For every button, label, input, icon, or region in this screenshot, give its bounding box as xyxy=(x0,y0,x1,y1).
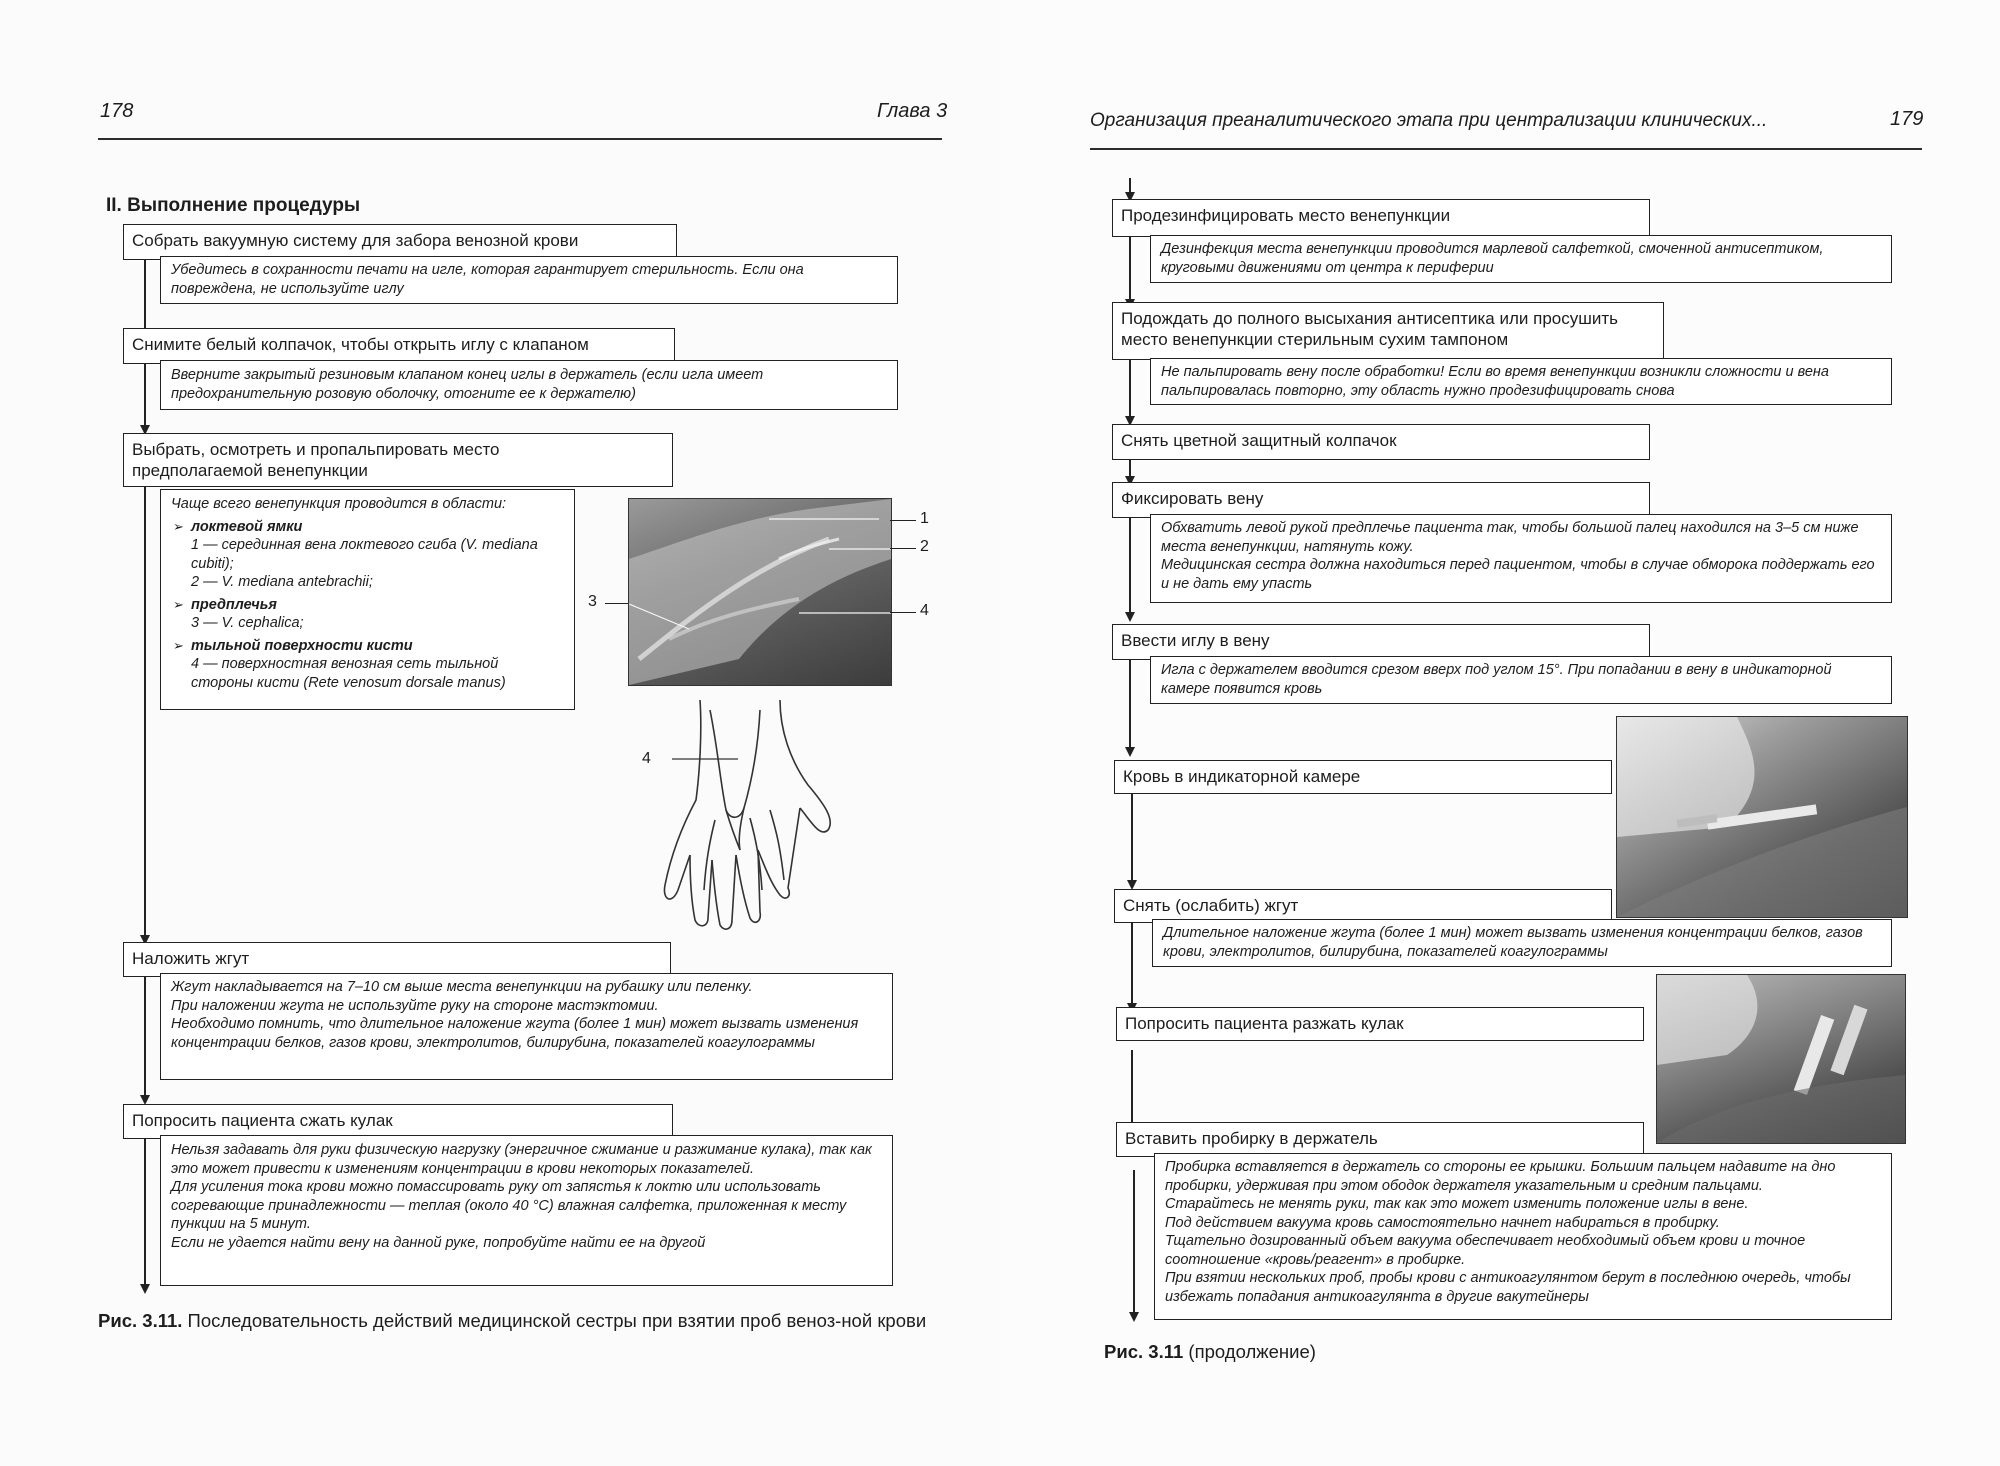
page-number-left: 178 xyxy=(100,100,134,122)
step-insert-needle xyxy=(1112,624,1650,660)
step-remove-color-cap xyxy=(1112,424,1650,460)
page-number-right: 179 xyxy=(1890,108,1924,130)
note-text: Необходимо помнить, что длительное наложение жгута (более 1 мин) может вызвать изменения концентрации белков, газов крови, электролитов, билирубина, показателей коагулограммы xyxy=(171,1016,859,1051)
needle-insertion-photo xyxy=(1616,716,1908,918)
chapter-header: Глава 3 xyxy=(877,100,948,122)
section-title: II. Выполнение процедуры xyxy=(106,195,361,216)
figure-label-4-hand: 4 xyxy=(642,750,651,767)
note-clench-fist xyxy=(160,1135,893,1286)
note-fix-vein xyxy=(1150,514,1892,603)
step-release-tourniquet xyxy=(1114,889,1612,923)
step-disinfect-site xyxy=(1112,199,1650,237)
note-text: Дезинфекция места венепункции проводится марлевой салфеткой, смоченной антисептиком, круговыми движениями от центра к периферии xyxy=(1161,241,1824,276)
figure-caption-right xyxy=(1104,1338,1316,1365)
figure-label-4: 4 xyxy=(920,602,929,619)
figure-label-2: 2 xyxy=(920,538,929,555)
area-name: тыльной поверхности кисти xyxy=(191,637,413,654)
area-detail: 3 — V. cephalica; xyxy=(191,615,304,631)
note-insert-needle xyxy=(1150,656,1892,704)
step-select-venipuncture-site xyxy=(123,433,673,487)
note-text: Тщательно дозированный объем вакуума обеспечивает необходимый объем крови и точное соотношение «кровь/реагент» в пробирке. xyxy=(1165,1233,1806,1268)
step-fix-vein xyxy=(1112,482,1650,518)
note-text: Жгут накладывается на 7–10 см выше места венепункции на рубашку или пеленку. xyxy=(171,979,753,995)
step-insert-tube xyxy=(1116,1122,1644,1157)
note-text: При наложении жгута не используйте руку на стороне мастэктомии. xyxy=(171,997,659,1014)
note-text: Медицинская сестра должна находиться перед пациентом, чтобы в случае обморока поддержать его и не дать ему упасть xyxy=(1161,557,1875,592)
step-title: Продезинфицировать место венепункции xyxy=(1121,206,1451,225)
note-text: Игла с держателем вводится срезом вверх под углом 15°. При попадании в вену в индикаторной камере появится кровь xyxy=(1161,662,1832,697)
step-title: Снять цветной защитный колпачок xyxy=(1121,431,1397,450)
note-tourniquet xyxy=(160,973,893,1080)
elbow-veins-photo xyxy=(628,498,892,686)
caption-text: (продолжение) xyxy=(1188,1341,1316,1362)
note-text: Длительное наложение жгута (более 1 мин) может вызвать изменения концентрации белков, газов крови, электролитов, билирубина, показателей коагулограммы xyxy=(1163,925,1863,960)
note-no-palpation xyxy=(1150,358,1892,405)
caption-text: Последовательность действий медицинской сестры при взятии проб веноз-ной крови xyxy=(187,1310,927,1331)
step-title: Снимите белый колпачок, чтобы открыть иглу с клапаном xyxy=(132,335,589,354)
running-head: Организация преаналитического этапа при централизации клинических... xyxy=(1090,110,1768,131)
note-needle-seal xyxy=(160,256,898,304)
right-page xyxy=(1000,0,2000,1466)
caption-label: Рис. 3.11 xyxy=(1104,1341,1184,1362)
note-intro: Чаще всего венепункция проводится в области: xyxy=(171,496,507,512)
area-item: ➢ предплечья 3 — V. cephalica; xyxy=(171,596,564,633)
figure-caption-left xyxy=(98,1307,936,1334)
note-text: Для усиления тока крови можно помассировать руку от запястья к локтю или использовать согревающие принадлежности — теплая (около 40 °С) влажная салфетка, приложенная к месту пункции на 5 минут. xyxy=(171,1179,847,1232)
step-apply-tourniquet xyxy=(123,942,671,977)
step-title: Наложить жгут xyxy=(132,949,250,968)
note-text: Если не удается найти вену на данной руке, попробуйте найти ее на другой xyxy=(171,1234,706,1251)
step-title: Кровь в индикаторной камере xyxy=(1123,767,1361,786)
area-item: ➢ тыльной поверхности кисти 4 — поверхностная венозная сеть тыльной стороны кисти (Rete venosum dorsale manus) xyxy=(171,637,564,693)
note-text: При взятии нескольких проб, пробы крови с антикоагулянтом берут в последнюю очередь, чтобы избежать попадания антикоагулянта в другие вакутейнеры xyxy=(1165,1270,1851,1305)
figure-label-3: 3 xyxy=(588,593,597,610)
step-title: Выбрать, осмотреть и пропальпировать место предполагаемой венепункции xyxy=(132,440,500,480)
area-detail: 1 — серединная вена локтевого сгиба (V. mediana cubiti); xyxy=(191,537,538,572)
step-clench-fist xyxy=(123,1104,673,1139)
figure-label-1: 1 xyxy=(920,510,929,527)
caption-label: Рис. 3.11. xyxy=(98,1310,183,1331)
step-unclench-fist xyxy=(1116,1007,1644,1041)
step-title: Вставить пробирку в держатель xyxy=(1125,1129,1378,1148)
area-item: ➢ локтевой ямки 1 — серединная вена локтевого сгиба (V. mediana cubiti); 2 — V. mediana antebrachii; xyxy=(171,518,564,592)
step-title: Снять (ослабить) жгут xyxy=(1123,896,1299,915)
note-text: Убедитесь в сохранности печати на игле, которая гарантирует стерильность. Если она повреждена, не используйте иглу xyxy=(171,262,804,297)
step-title: Собрать вакуумную систему для забора венозной крови xyxy=(132,231,579,250)
note-release-tourniquet xyxy=(1152,919,1892,967)
note-text: Пробирка вставляется в держатель со стороны ее крышки. Большим пальцем надавите на дно пробирки, удерживая при этом ободок держателя указательным и средним пальцами. xyxy=(1165,1159,1836,1194)
note-text: Нельзя задавать для руки физическую нагрузку (энергичное сжимание и разжимание кулака), так как это может привести к изменениям концентрации в крови некоторых показателей. xyxy=(171,1142,872,1177)
step-remove-white-cap xyxy=(123,328,675,364)
test-tube-photo xyxy=(1656,974,1906,1144)
note-text: Вверните закрытый резиновым клапаном конец иглы в держатель (если игла имеет предохранительную розовую оболочку, отогните ее к держателю) xyxy=(171,367,764,402)
note-text: Обхватить левой рукой предплечье пациента так, чтобы большой палец находился на 3–5 см ниже места венепункции, натянуть кожу. xyxy=(1161,520,1859,555)
note-text: Старайтесь не менять руки, так как это может изменить положение иглы в вене. xyxy=(1165,1196,1749,1212)
area-detail: 2 — V. mediana antebrachii; xyxy=(191,574,373,590)
note-screw-needle xyxy=(160,360,898,410)
note-insert-tube xyxy=(1154,1153,1892,1320)
note-disinfection xyxy=(1150,235,1892,283)
hand-veins-drawing xyxy=(640,690,860,930)
step-title: Попросить пациента разжать кулак xyxy=(1125,1014,1404,1033)
step-title: Подождать до полного высыхания антисептика или просушить место венепункции стерильным сухим тампоном xyxy=(1121,309,1619,349)
step-title: Фиксировать вену xyxy=(1121,489,1264,508)
note-venipuncture-areas xyxy=(160,489,575,710)
step-wait-antiseptic-dry xyxy=(1112,302,1664,360)
area-name: предплечья xyxy=(191,596,277,613)
area-detail: 4 — поверхностная венозная сеть тыльной стороны кисти (Rete venosum dorsale manus) xyxy=(191,656,506,691)
step-title: Ввести иглу в вену xyxy=(1121,631,1270,650)
area-name: локтевой ямки xyxy=(191,518,303,535)
note-text: Под действием вакуума кровь самостоятельно начнет набираться в пробирку. xyxy=(1165,1214,1720,1231)
step-blood-in-chamber xyxy=(1114,760,1612,794)
step-title: Попросить пациента сжать кулак xyxy=(132,1111,393,1130)
step-assemble-vacuum-system xyxy=(123,224,677,260)
note-text: Не пальпировать вену после обработки! Если во время венепункции возникли сложности и вена пальпировалась повторно, эту область нужно продезифицировать снова xyxy=(1161,364,1829,399)
